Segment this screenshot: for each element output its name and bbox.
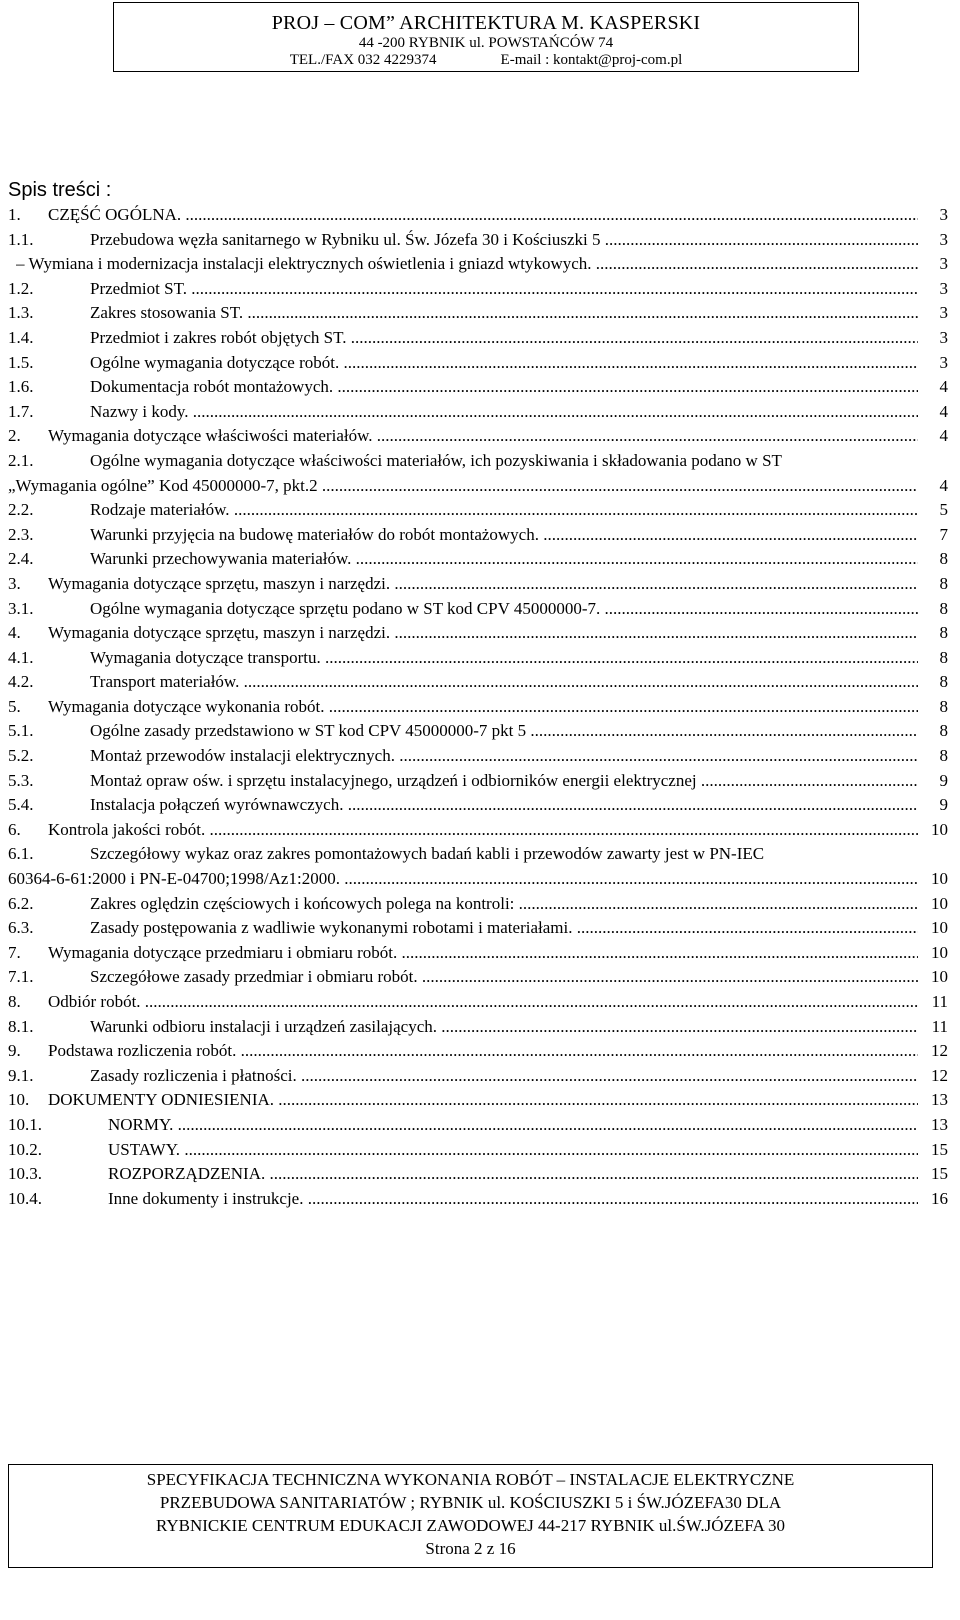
toc-entry-title: – Wymiana i modernizacja instalacji elektrycznych oświetlenia i gniazd wtykowych. ..... [16, 252, 918, 277]
toc-entry-number: 10.1. [8, 1114, 42, 1134]
toc-entry[interactable] [8, 375, 948, 400]
toc-entry-page: 3 [939, 301, 949, 326]
toc-entry[interactable] [8, 916, 948, 941]
company-contact [114, 52, 858, 69]
toc-entry-title: Szczegółowe zasady przedmiar i obmiaru robót. ..... [90, 965, 918, 990]
toc-entry-number: 9. [8, 1041, 21, 1061]
toc-entry-title: Warunki przechowywania materiałów. ..... [90, 547, 918, 572]
company-email: E-mail : kontakt@proj-com.pl [500, 52, 683, 68]
toc-entry[interactable] [8, 277, 948, 302]
toc-entry[interactable] [8, 1088, 948, 1113]
toc-entry[interactable] [8, 892, 948, 917]
toc-entry-title: DOKUMENTY ODNIESIENIA. ..... [48, 1088, 918, 1113]
toc-entry-title: Wymagania dotyczące właściwości materiałów. ..... [48, 424, 918, 449]
toc-entry-title: Wymagania dotyczące sprzętu, maszyn i narzędzi. ..... [48, 572, 918, 597]
toc-entry-number: 1. [8, 205, 21, 224]
toc-entry[interactable] [8, 621, 948, 646]
toc-entry-title: Odbiór robót. ..... [48, 990, 918, 1015]
toc-entry-page: 10 [930, 916, 948, 941]
toc-entry-number: 8.1. [8, 1016, 34, 1036]
toc-entry[interactable] [8, 449, 948, 498]
toc-entry[interactable] [8, 572, 948, 597]
toc-entry-number: 5.3. [8, 770, 34, 790]
toc-entry[interactable] [8, 990, 948, 1015]
toc-entry-number: 3.1. [8, 598, 34, 618]
toc-entry[interactable] [8, 523, 948, 548]
toc-entry-number: 2.2. [8, 500, 34, 520]
toc-entry-number: 3. [8, 573, 21, 593]
table-of-contents [8, 203, 948, 1211]
toc-entry-page: 8 [939, 572, 949, 597]
toc-entry-title: Warunki przyjęcia na budowę materiałów do robót montażowych. ..... [90, 523, 918, 548]
footer-line-3: RYBNICKIE CENTRUM EDUKACJI ZAWODOWEJ 44-217 RYBNIK ul.ŚW.JÓZEFA 30 [155, 1516, 786, 1535]
toc-entry[interactable] [8, 670, 948, 695]
toc-entry-page: 12 [930, 1039, 948, 1064]
toc-entry-title: Ogólne zasady przedstawiono w ST kod CPV 45000000-7 pkt 5 ..... [90, 719, 918, 744]
toc-entry[interactable] [8, 547, 948, 572]
toc-entry-page: 8 [939, 695, 949, 720]
toc-entry-number: 6. [8, 819, 21, 839]
toc-entry-title: ROZPORZĄDZENIA. ..... [108, 1162, 918, 1187]
toc-entry-title: Przedmiot i zakres robót objętych ST. ..... [90, 326, 918, 351]
toc-entry[interactable] [8, 1138, 948, 1163]
toc-entry-title: USTAWY. ..... [108, 1138, 918, 1163]
toc-entry-title: CZĘŚĆ OGÓLNA. ..... [48, 203, 918, 228]
toc-entry-number: 10. [8, 1090, 30, 1110]
toc-entry-title: Wymagania dotyczące przedmiaru i obmiaru robót. ..... [48, 941, 918, 966]
toc-entry-title: Dokumentacja robót montażowych. ..... [90, 375, 918, 400]
toc-entry-page: 9 [939, 769, 949, 794]
toc-entry-title: Montaż opraw ośw. i sprzętu instalacyjnego, urządzeń i odbiorników energii elektrycznej ..... [90, 769, 918, 794]
toc-entry[interactable] [8, 744, 948, 769]
toc-entry-number: 1.2. [8, 278, 34, 298]
toc-entry[interactable] [8, 1162, 948, 1187]
toc-entry[interactable] [8, 1039, 948, 1064]
toc-entry-page: 3 [939, 252, 949, 277]
toc-entry-number: 10.3. [8, 1164, 42, 1184]
toc-entry-page: 4 [939, 400, 949, 425]
toc-entry[interactable] [8, 941, 948, 966]
toc-entry[interactable] [8, 301, 948, 326]
footer-line-2: PRZEBUDOWA SANITARIATÓW ; RYBNIK ul. KOŚCIUSZKI 5 i ŚW.JÓZEFA30 DLA [159, 1493, 782, 1512]
toc-entry-page: 3 [939, 351, 949, 376]
page-number: Strona 2 z 16 [425, 1539, 516, 1558]
toc-entry-page: 4 [939, 375, 949, 400]
toc-entry-page: 10 [930, 867, 948, 892]
toc-entry-number: 6.2. [8, 893, 34, 913]
toc-entry-number: 5. [8, 696, 21, 716]
toc-entry-title: Zakres oględzin częściowych i końcowych polega na kontroli: ..... [90, 892, 918, 917]
toc-entry[interactable] [8, 695, 948, 720]
toc-entry-number: 2.1. [8, 450, 34, 470]
toc-entry-number: 6.1. [8, 844, 34, 864]
toc-heading: Spis treści : [8, 179, 112, 201]
toc-entry-number: 1.7. [8, 401, 34, 421]
toc-entry-title: Warunki odbioru instalacji i urządzeń zasilających. ..... [90, 1015, 918, 1040]
toc-entry[interactable] [8, 842, 948, 891]
toc-entry-title: Nazwy i kody. ..... [90, 400, 918, 425]
toc-entry-page: 4 [939, 424, 949, 449]
toc-entry-page: 7 [939, 523, 949, 548]
toc-entry-number: 1.1. [8, 229, 34, 249]
toc-entry-number: 2.3. [8, 524, 34, 544]
toc-entry-number: 1.5. [8, 352, 34, 372]
page-footer [8, 1464, 933, 1568]
toc-entry-page: 8 [939, 670, 949, 695]
toc-entry-title: Zakres stosowania ST. ..... [90, 301, 918, 326]
toc-entry-page: 10 [930, 965, 948, 990]
toc-entry-number: 7.1. [8, 967, 34, 987]
toc-entry[interactable] [8, 1015, 948, 1040]
toc-entry-page: 13 [930, 1088, 948, 1113]
company-address: 44 -200 RYBNIK ul. POWSTAŃCÓW 74 [358, 35, 614, 51]
toc-entry-number: 7. [8, 942, 21, 962]
toc-entry-title: Inne dokumenty i instrukcje. ..... [108, 1187, 918, 1212]
toc-entry-page: 8 [939, 646, 949, 671]
toc-entry[interactable] [8, 252, 948, 277]
toc-entry[interactable] [8, 719, 948, 744]
toc-entry-page: 15 [930, 1138, 948, 1163]
toc-entry-title: NORMY. ..... [108, 1113, 918, 1138]
toc-entry-title-continued: 60364-6-61:2000 i PN-E-04700;1998/Az1:2000. ..... [8, 867, 918, 892]
toc-entry-page: 3 [939, 277, 949, 302]
toc-entry[interactable] [8, 769, 948, 794]
toc-entry-title: Przedmiot ST. ..... [90, 277, 918, 302]
footer-line-1: SPECYFIKACJA TECHNICZNA WYKONANIA ROBÓT – INSTALACJE ELEKTRYCZNE [146, 1470, 795, 1489]
toc-entry-title-continued: „Wymagania ogólne” Kod 45000000-7, pkt.2 ..... [8, 474, 918, 499]
toc-entry[interactable] [8, 228, 948, 253]
toc-entry[interactable] [8, 646, 948, 671]
toc-entry-number: 4.1. [8, 647, 34, 667]
toc-entry-number: 1.4. [8, 327, 34, 347]
toc-entry-page: 10 [930, 941, 948, 966]
toc-entry[interactable] [8, 597, 948, 622]
toc-entry-number: 4. [8, 623, 21, 643]
toc-entry-page: 5 [939, 498, 949, 523]
toc-entry[interactable] [8, 424, 948, 449]
toc-entry-page: 3 [939, 228, 949, 253]
toc-entry-title: Montaż przewodów instalacji elektrycznych. ..... [90, 744, 918, 769]
toc-entry-page: 15 [930, 1162, 948, 1187]
toc-entry[interactable] [8, 1113, 948, 1138]
toc-entry-title: Kontrola jakości robót. ..... [48, 818, 918, 843]
toc-entry-number: 4.2. [8, 672, 34, 692]
toc-entry[interactable] [8, 498, 948, 523]
toc-entry-page: 13 [930, 1113, 948, 1138]
toc-entry-page: 16 [930, 1187, 948, 1212]
toc-entry-title: Rodzaje materiałów. ..... [90, 498, 918, 523]
toc-entry-title: Ogólne wymagania dotyczące właściwości materiałów, ich pozyskiwania i składowania podano w ST [90, 450, 782, 470]
toc-entry-page: 11 [931, 1015, 948, 1040]
toc-entry-title: Wymagania dotyczące sprzętu, maszyn i narzędzi. ..... [48, 621, 918, 646]
toc-entry-page: 11 [931, 990, 948, 1015]
toc-entry-title: Zasady rozliczenia i płatności. ..... [90, 1064, 918, 1089]
toc-entry-page: 8 [939, 744, 949, 769]
toc-entry-page: 8 [939, 621, 949, 646]
toc-entry-page: 8 [939, 597, 949, 622]
toc-entry-number: 9.1. [8, 1065, 34, 1085]
toc-entry-number: 10.2. [8, 1139, 42, 1159]
toc-entry-title: Instalacja połączeń wyrównawczych. ..... [90, 793, 918, 818]
toc-entry-title: Zasady postępowania z wadliwie wykonanymi robotami i materiałami. ..... [90, 916, 918, 941]
toc-entry-title: Szczegółowy wykaz oraz zakres pomontażowych badań kabli i przewodów zawarty jest w PN-IEC [90, 844, 765, 864]
toc-entry-title: Podstawa rozliczenia robót. ..... [48, 1039, 918, 1064]
toc-entry-number: 5.2. [8, 746, 34, 766]
toc-entry-page: 8 [939, 719, 949, 744]
toc-entry-number: 8. [8, 992, 21, 1011]
company-phone: TEL./FAX 032 4229374 [289, 52, 437, 68]
toc-entry-page: 3 [939, 203, 949, 228]
toc-entry-number: 10.4. [8, 1188, 42, 1208]
toc-entry-page: 9 [939, 793, 949, 818]
toc-entry-page: 10 [930, 892, 948, 917]
company-name: PROJ – COM” ARCHITEKTURA M. KASPERSKI [271, 12, 701, 34]
toc-entry[interactable] [8, 1064, 948, 1089]
toc-entry-title: Przebudowa węzła sanitarnego w Rybniku ul. Św. Józefa 30 i Kościuszki 5 ..... [90, 228, 918, 253]
letterhead [113, 2, 859, 72]
toc-entry-number: 5.1. [8, 721, 34, 741]
toc-entry-page: 3 [939, 326, 949, 351]
toc-entry-page: 12 [930, 1064, 948, 1089]
toc-entry[interactable] [8, 400, 948, 425]
toc-entry-number: 1.6. [8, 377, 34, 397]
toc-entry-number: 2.4. [8, 549, 34, 569]
toc-entry[interactable] [8, 203, 948, 228]
toc-entry[interactable] [8, 965, 948, 990]
toc-entry-number: 1.3. [8, 303, 34, 323]
toc-entry-number: 2. [8, 426, 21, 446]
toc-entry-title: Ogólne wymagania dotyczące sprzętu podano w ST kod CPV 45000000-7. ..... [90, 597, 918, 622]
toc-entry[interactable] [8, 1187, 948, 1212]
toc-entry-title: Wymagania dotyczące wykonania robót. ..... [48, 695, 918, 720]
toc-entry-page: 8 [939, 547, 949, 572]
toc-entry-title: Wymagania dotyczące transportu. ..... [90, 646, 918, 671]
toc-entry-page: 4 [939, 474, 949, 499]
toc-entry-number: 5.4. [8, 795, 34, 815]
toc-entry-number: 6.3. [8, 918, 34, 938]
toc-entry-title: Ogólne wymagania dotyczące robót. ..... [90, 351, 918, 376]
toc-entry[interactable] [8, 351, 948, 376]
toc-entry[interactable] [8, 793, 948, 818]
toc-entry-page: 10 [930, 818, 948, 843]
toc-entry-title: Transport materiałów. ..... [90, 670, 918, 695]
toc-entry[interactable] [8, 326, 948, 351]
toc-entry[interactable] [8, 818, 948, 843]
